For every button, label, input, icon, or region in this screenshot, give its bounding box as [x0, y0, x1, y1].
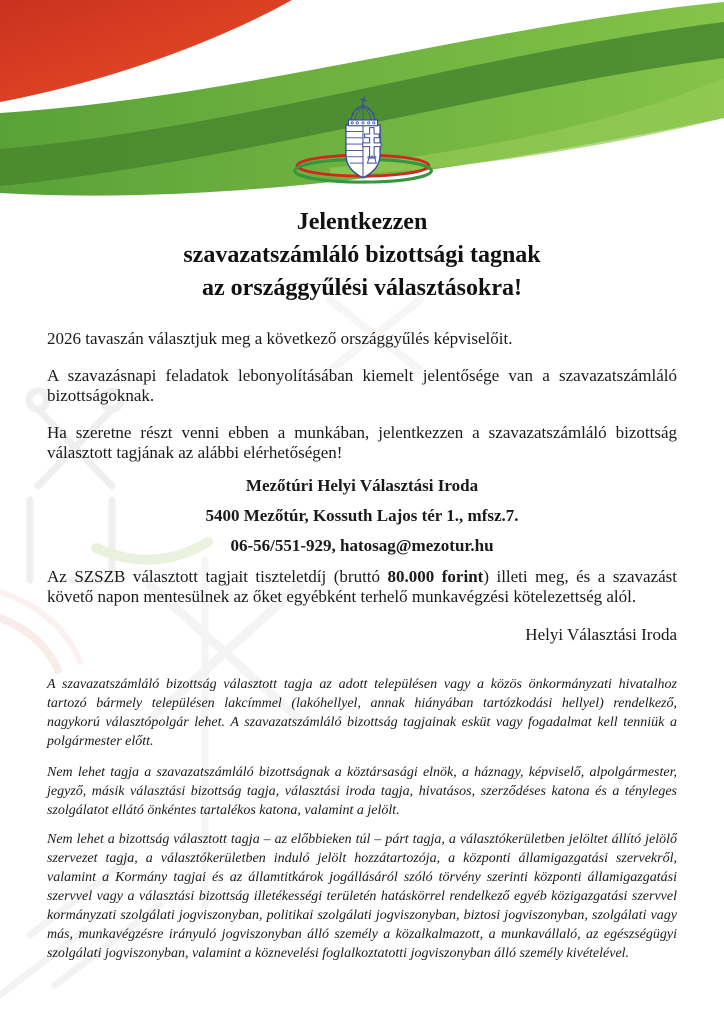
- intro-paragraph: 2026 tavaszán választjuk meg a következő országgyűlés képviselőit.: [47, 329, 513, 348]
- importance-paragraph: A szavazásnapi feladatok lebonyolításában kiemelt jelentősége van a szavazatszámláló bizottságoknak.: [47, 366, 677, 405]
- footnote-eligibility: A szavazatszámláló bizottság választott tagja az adott településen vagy a közös önkormányzati hivatalhoz tartozó bármely településen lakcímmel (lakóhellyel, annak hiányában tartózkodási hellyel) rendelkező, nagykorú választópolgár lehet. A szavazatszámláló bizottság tagjainak esküt vagy fogadalmat kell tenniük a polgármester előtt.: [47, 677, 677, 749]
- honorarium-amount: 80.000 forint: [387, 567, 484, 586]
- honorarium-text-before: Az SZSZB választott tagjait tiszteletdíj (bruttó: [47, 567, 388, 586]
- footnote-exclusions-general: Nem lehet tagja a szavazatszámláló bizottságnak a köztársasági elnök, a háznagy, képviselő, alpolgármester, jegyző, másik választási bizottság tagja, választási iroda tagja, hivatásos, szerződéses katona és a tényleges szolgálatot ellátó önkéntes tartalékos katona, valamint a jelölt.: [47, 765, 677, 818]
- title-line-2: szavazatszámláló bizottsági tagnak: [183, 242, 541, 268]
- contact-office-name: Mezőtúri Helyi Választási Iroda: [245, 476, 479, 495]
- call-to-action-paragraph: Ha szeretne részt venni ebben a munkában, jelentkezzen a szavazatszámláló bizottság választott tagjának az alábbi elérhetőségen!: [47, 423, 677, 462]
- contact-phone-email: 06-56/551-929, hatosag@mezotur.hu: [230, 536, 494, 555]
- contact-address: 5400 Mezőtúr, Kossuth Lajos tér 1., mfsz.7.: [205, 506, 519, 525]
- document-body: [47, 202, 677, 963]
- hungary-coat-of-arms-icon: [287, 92, 439, 200]
- honorarium-text-after: ) illeti meg, és a szavazást követő napon mentesülnek az őket egyébként terhelő munkavégzési kötelezettség alól.: [47, 567, 678, 606]
- footnote-exclusions-detailed: Nem lehet a bizottság választott tagja – az előbbieken túl – párt tagja, a választókerületben jelöltet állító jelölő szervezet tagja, a választókerületben induló jelölt hozzátartozója, a központi államigazgatási szervekről, valamint a Kormány tagjai és az államtitkárok jogállásáról szóló törvény szerinti központi államigazgatási szervvel vagy a választási bizottság illetékességi területén hatáskörrel rendelkező egyéb közigazgatási szervvel kormányzati szolgálati jogviszonyban, politikai szolgálati jogviszonyban, biztosi jogviszonyban, szolgálati vagy más, munkavégzésre irányuló jogviszonyban álló személy a közalkalmazott, a munkavállaló, az egészségügyi szolgálati jogviszonyban, valamint a köznevelési foglalkoztatotti jogviszonyban álló személy kivételével.: [47, 832, 677, 961]
- honorarium-paragraph: [47, 567, 677, 607]
- title-line-1: Jelentkezzen: [296, 209, 428, 235]
- signature-office: Helyi Választási Iroda: [525, 625, 677, 644]
- title-line-3: az országgyűlési választásokra!: [202, 275, 522, 301]
- page-title: [47, 206, 677, 305]
